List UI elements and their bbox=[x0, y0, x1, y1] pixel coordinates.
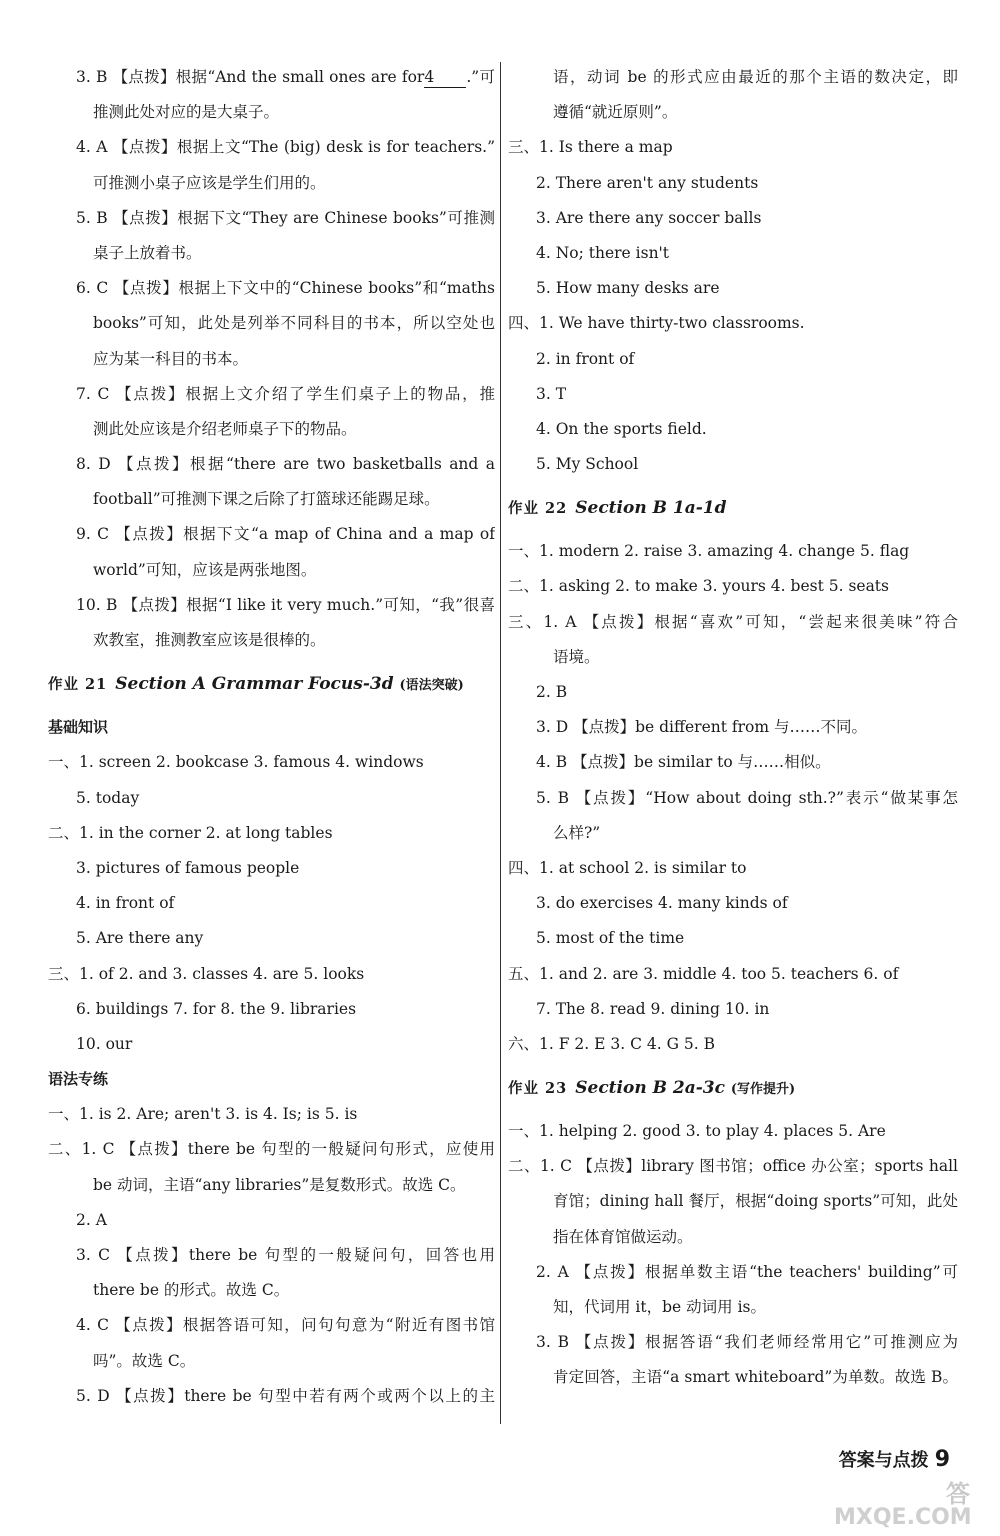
answer-line: 4. in front of bbox=[76, 894, 175, 913]
line-text: 2. in front of bbox=[536, 349, 635, 368]
answer-line bbox=[48, 588, 495, 623]
answer-line bbox=[508, 377, 958, 412]
line-text: 2. A 【点拨】根据单数主语“the teachers' building”可 bbox=[536, 1262, 958, 1281]
answer-line bbox=[48, 482, 495, 517]
left-column bbox=[48, 60, 495, 1414]
answer-line bbox=[508, 569, 958, 604]
line-text: 二、1. C 【点拨】there be 句型的一般疑问句形式，应使用 bbox=[48, 1140, 495, 1159]
line-text: 7. C 【点拨】根据上文介绍了学生们桌子上的物品，推 bbox=[76, 384, 495, 403]
line-text: 3. B 【点拨】根据答语“我们老师经常用它”可推测应为 bbox=[536, 1333, 958, 1352]
line-text: 二、1. C 【点拨】library 图书馆；office 办公室；sports hall bbox=[508, 1157, 958, 1176]
line-text: 5. D 【点拨】there be 句型中若有两个或两个以上的主 bbox=[76, 1386, 495, 1405]
line-text: 么样?” bbox=[553, 823, 601, 842]
line-text: football”可推测下课之后除了打篮球还能踢足球。 bbox=[93, 490, 440, 509]
answer-line: 三、1. of 2. and 3. classes 4. are 5. looks bbox=[48, 964, 365, 983]
answer-line bbox=[48, 412, 495, 447]
answer-line bbox=[48, 1097, 495, 1132]
answer-line: 6. buildings 7. for 8. the 9. libraries bbox=[76, 999, 357, 1018]
section-basic-knowledge: 基础知识 bbox=[48, 718, 109, 737]
section-title: Section B 1a-1d bbox=[575, 498, 727, 519]
watermark-glyph: 答 bbox=[946, 1480, 970, 1508]
section-title: Section A Grammar Focus-3d bbox=[115, 674, 394, 695]
line-text: be 动词，主语“any libraries”是复数形式。故选 C。 bbox=[93, 1175, 466, 1194]
answer-line bbox=[508, 921, 958, 956]
answer-line bbox=[508, 1325, 958, 1360]
answer-line bbox=[508, 851, 958, 886]
line-text: 应为某一科目的书本。 bbox=[93, 349, 249, 368]
line-text: 二、1. asking 2. to make 3. yours 4. best 5. seats bbox=[508, 577, 889, 596]
line-text: 10. B 【点拨】根据“I like it very much.”可知，“我”很喜 bbox=[76, 595, 495, 614]
assignment-label: 作业 22 bbox=[508, 500, 568, 518]
answer-line bbox=[48, 1379, 495, 1414]
line-text: 5. My School bbox=[536, 455, 639, 474]
line-text: 4. On the sports field. bbox=[536, 419, 707, 438]
answer-line bbox=[48, 553, 495, 588]
answer-line bbox=[508, 1027, 958, 1062]
line-text: 一、1. helping 2. good 3. to play 4. places 5. Are bbox=[508, 1122, 886, 1141]
assignment-label: 作业 23 bbox=[508, 1080, 568, 1098]
footer-label: 答案与点拨 bbox=[838, 1450, 929, 1471]
answer-line bbox=[48, 271, 495, 306]
answer-line bbox=[508, 342, 958, 377]
answer-line: 一、1. screen 2. bookcase 3. famous 4. windows bbox=[48, 753, 424, 772]
line-text: 一、1. modern 2. raise 3. amazing 4. change 5. flag bbox=[508, 542, 910, 561]
assignment-label: 作业 21 bbox=[48, 676, 108, 694]
page-number: 9 bbox=[934, 1447, 950, 1472]
answer-line bbox=[48, 377, 495, 412]
answer-line bbox=[48, 1238, 495, 1273]
answer-line bbox=[508, 1255, 958, 1290]
line-text: 4. A 【点拨】根据上文“The (big) desk is for teachers.” bbox=[76, 138, 495, 157]
line-text: 4. B 【点拨】be similar to 与……相似。 bbox=[536, 753, 831, 772]
line-text: 5. How many desks are bbox=[536, 279, 720, 298]
line-text: 2. There aren't any students bbox=[536, 173, 759, 192]
answer-line bbox=[48, 130, 495, 165]
line-text: 3. D 【点拨】be different from 与……不同。 bbox=[536, 718, 867, 737]
line-text: 可推测小桌子应该是学生们用的。 bbox=[93, 173, 326, 192]
answer-line bbox=[508, 605, 958, 640]
line-text: world”可知，应该是两张地图。 bbox=[93, 560, 317, 579]
answer-line bbox=[508, 710, 958, 745]
line-text: 知，代词用 it，be 动词用 is。 bbox=[553, 1298, 766, 1316]
line-text: 测此处应该是介绍老师桌子下的物品。 bbox=[93, 419, 357, 438]
answer-line bbox=[508, 412, 958, 447]
line-text: 4. No; there isn't bbox=[536, 243, 670, 262]
line-text: 三、1. A 【点拨】根据“喜欢”可知，“尝起来很美味”符合 bbox=[508, 612, 958, 631]
answer-line bbox=[508, 166, 958, 201]
line-text: 8. D 【点拨】根据“there are two basketballs and a bbox=[76, 455, 495, 474]
line-text: 肯定回答，主语“a smart whiteboard”为单数。故选 B。 bbox=[553, 1368, 958, 1387]
answer-line bbox=[508, 60, 958, 95]
watermark-text: MXQE.COM bbox=[834, 1505, 972, 1530]
line-text: books”可知，此处是列举不同科目的书本，所以空处也 bbox=[93, 314, 495, 333]
line-text: 3. do exercises 4. many kinds of bbox=[536, 894, 788, 913]
answer-line bbox=[48, 1344, 495, 1379]
section-subtitle: (写作提升) bbox=[730, 1082, 796, 1098]
column-divider bbox=[500, 62, 501, 1424]
answer-line bbox=[508, 306, 958, 341]
line-text: 3. T bbox=[536, 384, 567, 403]
line-text: 一、1. is 2. Are; aren't 3. is 4. Is; is 5. is bbox=[48, 1105, 358, 1124]
answer-line bbox=[48, 1132, 495, 1167]
answer-line bbox=[508, 1114, 958, 1149]
line-text: 桌子上放着书。 bbox=[93, 243, 202, 262]
section-grammar-practice: 语法专练 bbox=[48, 1070, 109, 1089]
line-text: 指在体育馆做运动。 bbox=[553, 1227, 693, 1246]
line-text: 五、1. and 2. are 3. middle 4. too 5. teachers 6. of bbox=[508, 964, 899, 983]
answer-line bbox=[508, 201, 958, 236]
answer-line bbox=[48, 201, 495, 236]
answer-line bbox=[508, 992, 958, 1027]
line-text: 5. most of the time bbox=[536, 929, 685, 948]
line-text: 5. B 【点拨】“How about doing sth.?”表示“做某事怎 bbox=[536, 788, 958, 807]
heading-assignment-21 bbox=[48, 658, 495, 710]
answer-line bbox=[48, 166, 495, 201]
answer-line bbox=[508, 1184, 958, 1219]
line-text: 2. B bbox=[536, 683, 568, 701]
page-footer bbox=[839, 1440, 950, 1480]
line-text: 6. C 【点拨】根据上下文中的“Chinese books”和“maths bbox=[76, 279, 495, 298]
answer-line bbox=[48, 1203, 495, 1238]
section-title: Section B 2a-3c bbox=[575, 1078, 725, 1099]
line-text: 3. B 【点拨】根据“And the small ones are for bbox=[76, 68, 425, 86]
line-text: 欢教室，推测教室应该是很棒的。 bbox=[93, 631, 326, 649]
section-subtitle: (语法突破) bbox=[399, 678, 464, 694]
line-text: 3. Are there any soccer balls bbox=[536, 208, 762, 227]
line-text: 语，动词 be 的形式应由最近的那个主语的数决定，即 bbox=[553, 68, 958, 86]
answer-line: 10. our bbox=[76, 1034, 133, 1053]
line-text: 育馆；dining hall 餐厅，根据“doing sports”可知，此处 bbox=[553, 1192, 958, 1211]
line-text: 遵循“就近原则”。 bbox=[553, 103, 678, 122]
answer-line bbox=[48, 447, 495, 482]
heading-assignment-23 bbox=[508, 1062, 958, 1114]
line-text: 3. C 【点拨】there be 句型的一般疑问句，回答也用 bbox=[76, 1246, 495, 1264]
watermark-logo bbox=[826, 1480, 986, 1530]
line-text: 三、1. Is there a map bbox=[508, 138, 673, 157]
line-text: 4. C 【点拨】根据答语可知，问句句意为“附近有图书馆 bbox=[76, 1316, 495, 1335]
line-text: there be 的形式。故选 C。 bbox=[93, 1281, 290, 1300]
line-text: 四、1. We have thirty-two classrooms. bbox=[508, 314, 805, 333]
line-text: 推测此处对应的是大桌子。 bbox=[93, 103, 280, 122]
answer-line bbox=[48, 623, 495, 658]
answer-line bbox=[508, 95, 958, 130]
answer-line bbox=[508, 1360, 958, 1395]
line-text: 7. The 8. read 9. dining 10. in bbox=[536, 999, 770, 1018]
line-text: 2. A bbox=[76, 1210, 107, 1229]
answer-line bbox=[508, 816, 958, 851]
answer-line bbox=[508, 534, 958, 569]
answer-line bbox=[48, 60, 495, 95]
line-text: 吗”。故选 C。 bbox=[93, 1351, 196, 1370]
answer-line: 二、1. in the corner 2. at long tables bbox=[48, 823, 333, 842]
answer-line bbox=[508, 886, 958, 921]
answer-line bbox=[48, 1168, 495, 1203]
answer-line: 3. pictures of famous people bbox=[76, 858, 300, 877]
answer-line bbox=[508, 1220, 958, 1255]
answer-line bbox=[508, 675, 958, 710]
line-text-after: .”可 bbox=[466, 68, 495, 86]
heading-assignment-22 bbox=[508, 482, 958, 534]
answer-line: 5. today bbox=[76, 788, 140, 807]
answer-line bbox=[508, 271, 958, 306]
answer-line bbox=[48, 306, 495, 341]
answer-line bbox=[508, 130, 958, 165]
answer-line bbox=[48, 342, 495, 377]
answer-line bbox=[508, 640, 958, 675]
answer-line bbox=[48, 1308, 495, 1343]
line-text: 语境。 bbox=[553, 647, 600, 666]
answer-line bbox=[48, 1273, 495, 1308]
answer-line bbox=[508, 745, 958, 780]
answer-line bbox=[508, 447, 958, 482]
answer-line bbox=[48, 95, 495, 130]
answer-line bbox=[508, 1290, 958, 1325]
line-text: 四、1. at school 2. is similar to bbox=[508, 858, 747, 877]
answer-line bbox=[508, 236, 958, 271]
answer-line: 5. Are there any bbox=[76, 929, 204, 948]
answer-blank: 4 bbox=[424, 67, 466, 88]
answer-line bbox=[508, 957, 958, 992]
line-text: 5. B 【点拨】根据下文“They are Chinese books”可推测 bbox=[76, 208, 495, 227]
answer-line bbox=[508, 781, 958, 816]
right-column bbox=[508, 60, 958, 1396]
answer-line bbox=[508, 1149, 958, 1184]
line-text: 9. C 【点拨】根据下文“a map of China and a map of bbox=[76, 525, 495, 544]
line-text: 六、1. F 2. E 3. C 4. G 5. B bbox=[508, 1034, 715, 1053]
answer-line bbox=[48, 517, 495, 552]
answer-line bbox=[48, 236, 495, 271]
